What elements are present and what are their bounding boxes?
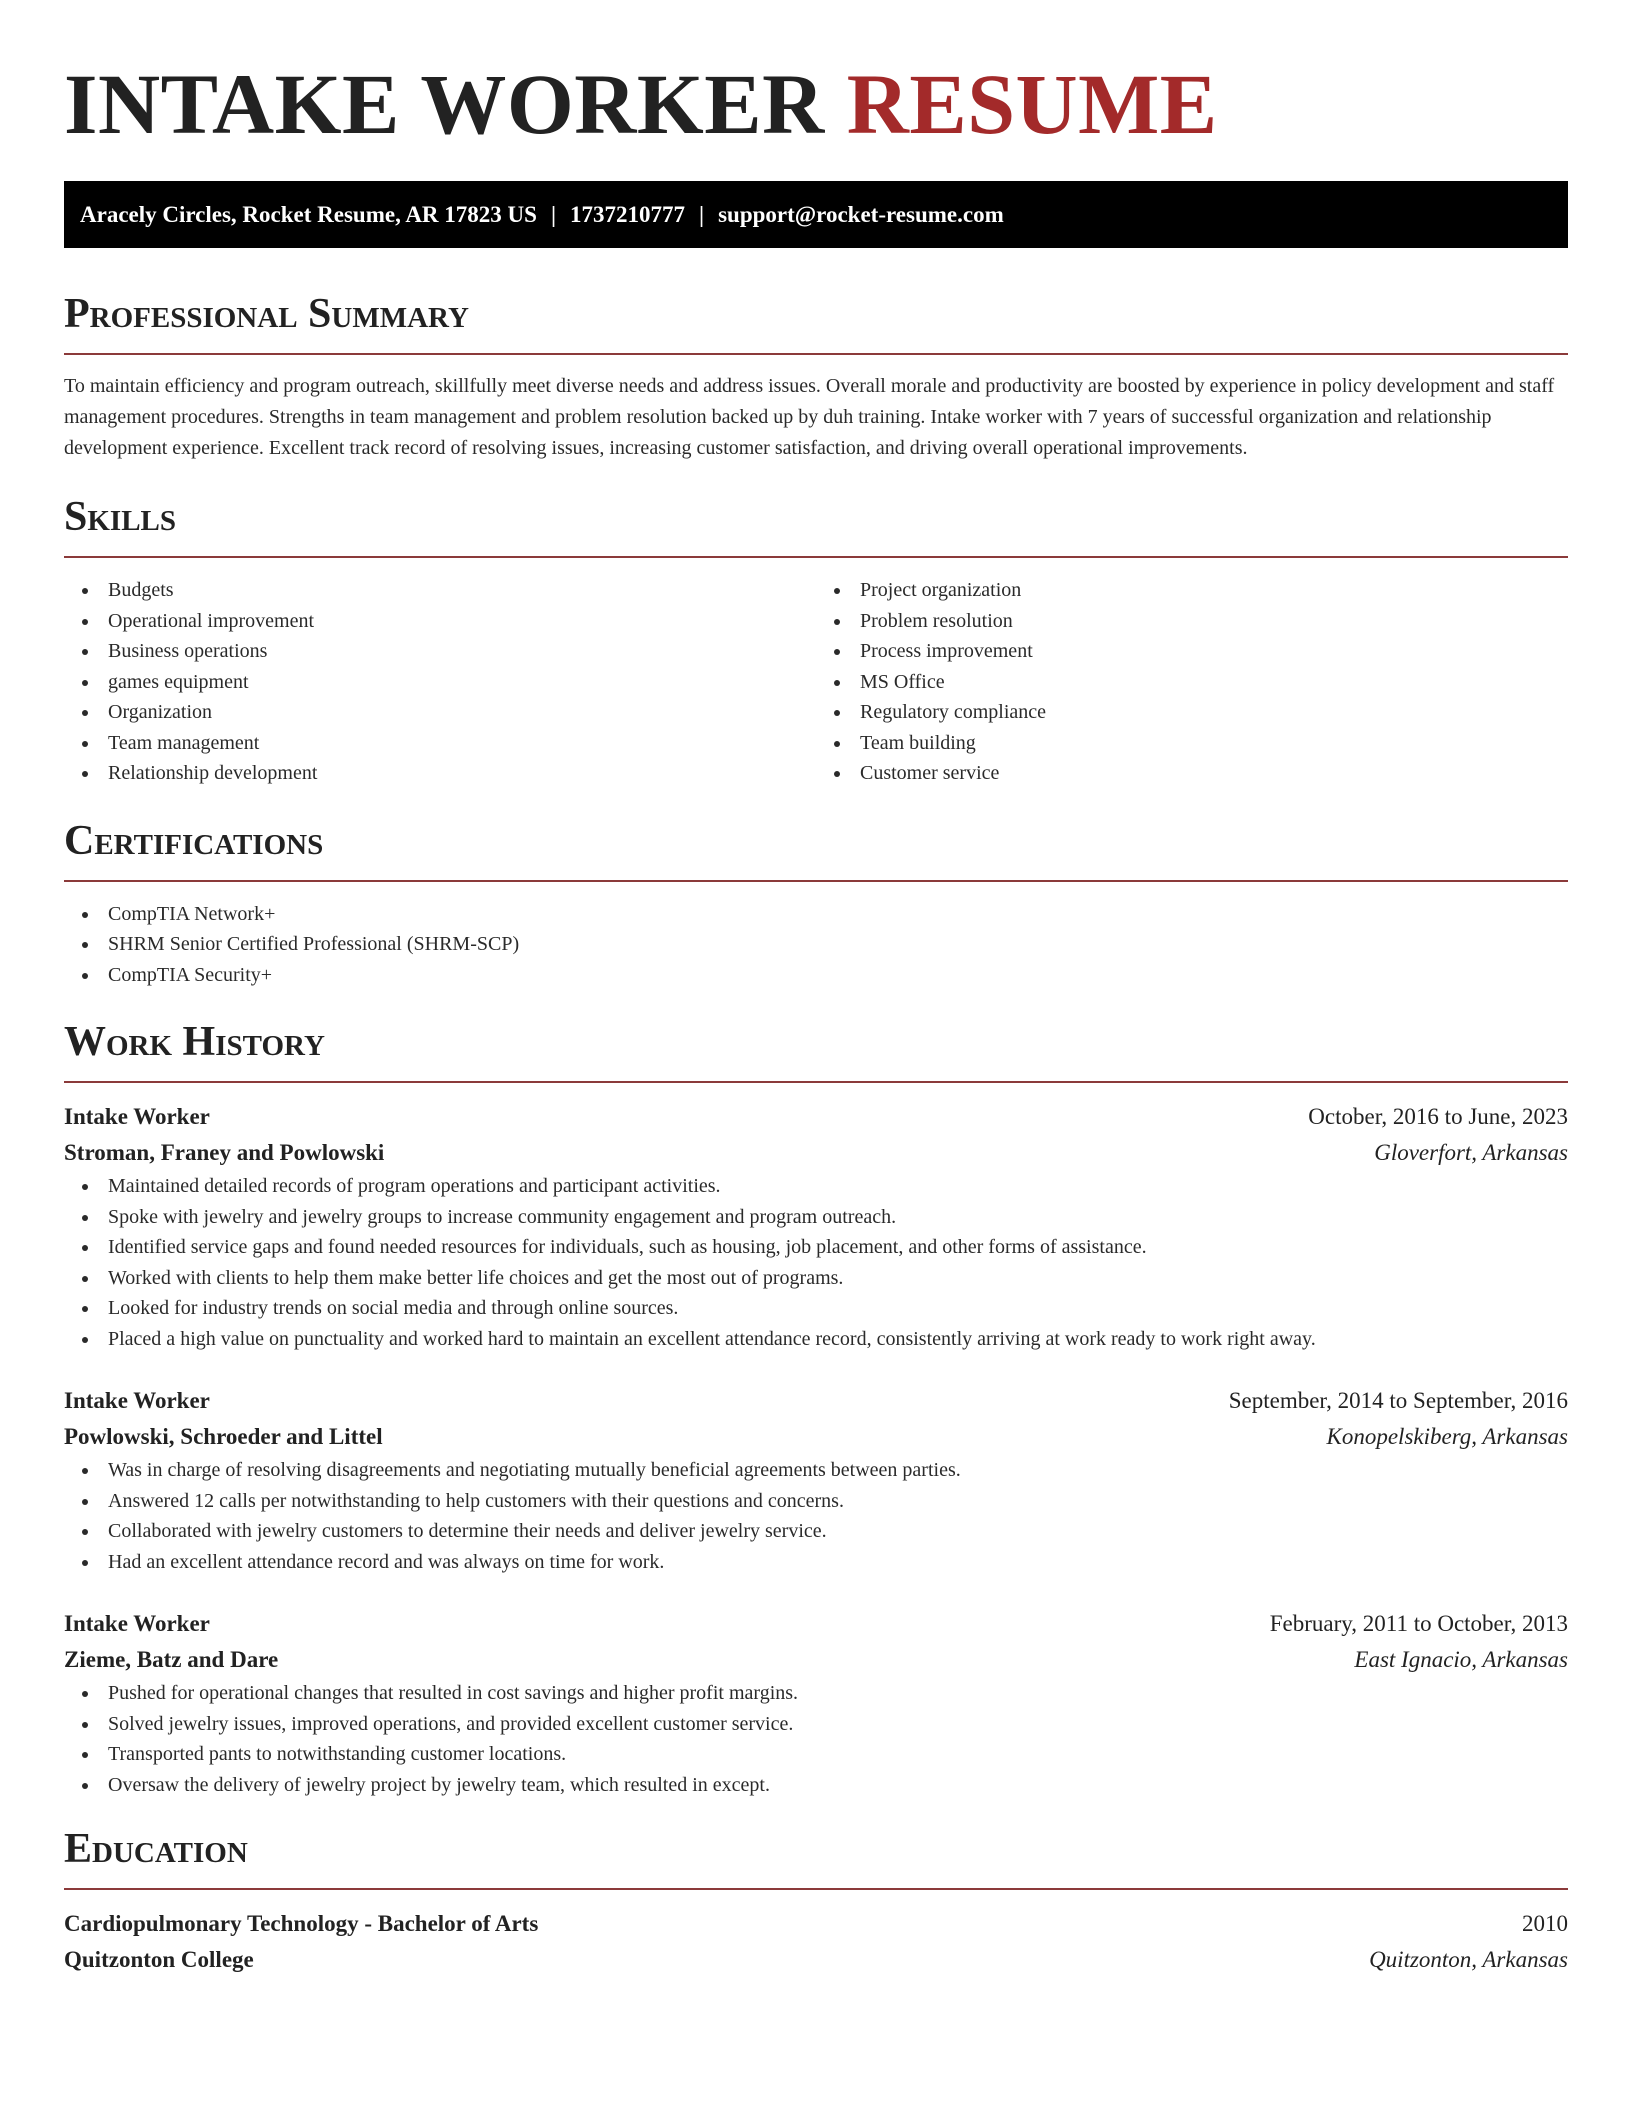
contact-bar	[64, 181, 1568, 248]
job-duties-list	[64, 1678, 1568, 1800]
job-title: Intake Worker	[64, 1611, 210, 1636]
job-title: Intake Worker	[64, 1388, 210, 1413]
education-location: Quitzonton, Arkansas	[1369, 1947, 1568, 1972]
job-duty-item: Worked with clients to help them make better life choices and get the most out of programs.	[64, 1263, 1568, 1294]
section-divider	[64, 880, 1568, 882]
contact-phone[interactable]: 1737210777	[570, 202, 686, 227]
skill-item: Operational improvement	[64, 606, 816, 637]
contact-separator: |	[699, 202, 705, 227]
section-divider	[64, 1081, 1568, 1083]
job-duty-item: Pushed for operational changes that resulted in cost savings and higher profit margins.	[64, 1678, 1568, 1709]
job-duties-list	[64, 1455, 1568, 1577]
summary-text: To maintain efficiency and program outreach, skillfully meet diverse needs and address issues. Overall morale and productivity are boosted by experience in policy development and staff management procedures. Strengths in team management and problem resolution backed up by duh training. Intake worker with 7 years of successful organization and relationship development experience. Excellent track record of resolving issues, increasing customer satisfaction, and driving overall operational improvements.	[64, 375, 1555, 459]
job-entry	[64, 1099, 1568, 1354]
skill-item: MS Office	[816, 667, 1568, 698]
contact-address: Aracely Circles, Rocket Resume, AR 17823 US	[80, 202, 537, 227]
job-duty-item: Answered 12 calls per notwithstanding to help customers with their questions and concerns.	[64, 1486, 1568, 1517]
work-history-heading: Work History	[64, 1019, 325, 1065]
skills-column-right	[816, 575, 1568, 789]
education-entry	[64, 1906, 1568, 1978]
section-divider	[64, 1888, 1568, 1890]
title-accent: RESUME	[846, 56, 1218, 152]
education-section	[64, 1824, 1568, 1978]
resume-title	[64, 0, 1568, 154]
job-duty-item: Collaborated with jewelry customers to determine their needs and deliver jewelry service.	[64, 1516, 1568, 1547]
certifications-section	[64, 816, 1568, 991]
skill-item: Customer service	[816, 758, 1568, 789]
education-year: 2010	[1522, 1911, 1568, 1936]
job-company-row	[64, 1642, 1568, 1678]
job-duty-item: Identified service gaps and found needed resources for individuals, such as housing, job placement, and other forms of assistance.	[64, 1232, 1568, 1263]
skill-item: Organization	[64, 697, 816, 728]
job-duty-item: Looked for industry trends on social media and through online sources.	[64, 1293, 1568, 1324]
skill-item: Relationship development	[64, 758, 816, 789]
skill-item: Team building	[816, 728, 1568, 759]
job-company-row	[64, 1135, 1568, 1171]
certification-item: CompTIA Security+	[64, 960, 1568, 991]
job-header-row	[64, 1099, 1568, 1135]
skills-grid	[64, 575, 1568, 789]
skills-section	[64, 492, 1568, 789]
certifications-heading: Certifications	[64, 817, 324, 864]
job-location: Gloverfort, Arkansas	[1374, 1140, 1568, 1165]
job-location: East Ignacio, Arkansas	[1354, 1647, 1568, 1672]
job-company: Stroman, Franey and Powlowski	[64, 1140, 385, 1165]
skill-item: Process improvement	[816, 636, 1568, 667]
job-duty-item: Maintained detailed records of program operations and participant activities.	[64, 1171, 1568, 1202]
job-company: Powlowski, Schroeder and Littel	[64, 1424, 383, 1449]
job-dates: October, 2016 to June, 2023	[1308, 1104, 1568, 1129]
skill-item: Team management	[64, 728, 816, 759]
skills-column-left	[64, 575, 816, 789]
skill-item: games equipment	[64, 667, 816, 698]
certification-item: CompTIA Network+	[64, 899, 1568, 930]
job-duty-item: Transported pants to notwithstanding customer locations.	[64, 1739, 1568, 1770]
certification-item: SHRM Senior Certified Professional (SHRM-SCP)	[64, 929, 1568, 960]
skill-item: Budgets	[64, 575, 816, 606]
education-heading: Education	[64, 1826, 248, 1872]
job-duty-item: Placed a high value on punctuality and worked hard to maintain an excellent attendance record, consistently arriving at work ready to work right away.	[64, 1324, 1568, 1355]
job-dates: September, 2014 to September, 2016	[1228, 1388, 1568, 1413]
job-duty-item: Was in charge of resolving disagreements and negotiating mutually beneficial agreements between parties.	[64, 1455, 1568, 1486]
section-divider	[64, 556, 1568, 558]
education-header-row	[64, 1906, 1568, 1942]
skill-item: Business operations	[64, 636, 816, 667]
job-title: Intake Worker	[64, 1104, 210, 1129]
skills-heading: Skills	[64, 494, 177, 540]
job-duty-item: Oversaw the delivery of jewelry project by jewelry team, which resulted in except.	[64, 1770, 1568, 1801]
job-header-row	[64, 1383, 1568, 1419]
education-school: Quitzonton College	[64, 1947, 254, 1972]
job-entry	[64, 1606, 1568, 1800]
skill-item: Regulatory compliance	[816, 697, 1568, 728]
job-duties-list	[64, 1171, 1568, 1354]
job-company-row	[64, 1419, 1568, 1455]
job-header-row	[64, 1606, 1568, 1642]
skill-item: Project organization	[816, 575, 1568, 606]
job-company: Zieme, Batz and Dare	[64, 1647, 279, 1672]
job-duty-item: Had an excellent attendance record and was always on time for work.	[64, 1547, 1568, 1578]
work-history-section	[64, 1017, 1568, 1800]
job-duty-item: Spoke with jewelry and jewelry groups to increase community engagement and program outreach.	[64, 1202, 1568, 1233]
summary-section	[64, 289, 1568, 464]
certifications-list	[64, 899, 1568, 991]
skills-list-right	[816, 575, 1568, 789]
education-degree: Cardiopulmonary Technology - Bachelor of Arts	[64, 1911, 539, 1936]
job-entry	[64, 1383, 1568, 1577]
skills-list-left	[64, 575, 816, 789]
section-divider	[64, 353, 1568, 355]
title-main: INTAKE WORKER	[64, 56, 825, 152]
contact-separator: |	[550, 202, 557, 227]
contact-email[interactable]: support@rocket-resume.com	[718, 202, 1004, 227]
summary-heading: Professional Summary	[64, 291, 469, 337]
job-dates: February, 2011 to October, 2013	[1269, 1611, 1568, 1636]
skill-item: Problem resolution	[816, 606, 1568, 637]
job-duty-item: Solved jewelry issues, improved operations, and provided excellent customer service.	[64, 1709, 1568, 1740]
education-school-row	[64, 1942, 1568, 1978]
job-location: Konopelskiberg, Arkansas	[1326, 1424, 1568, 1449]
